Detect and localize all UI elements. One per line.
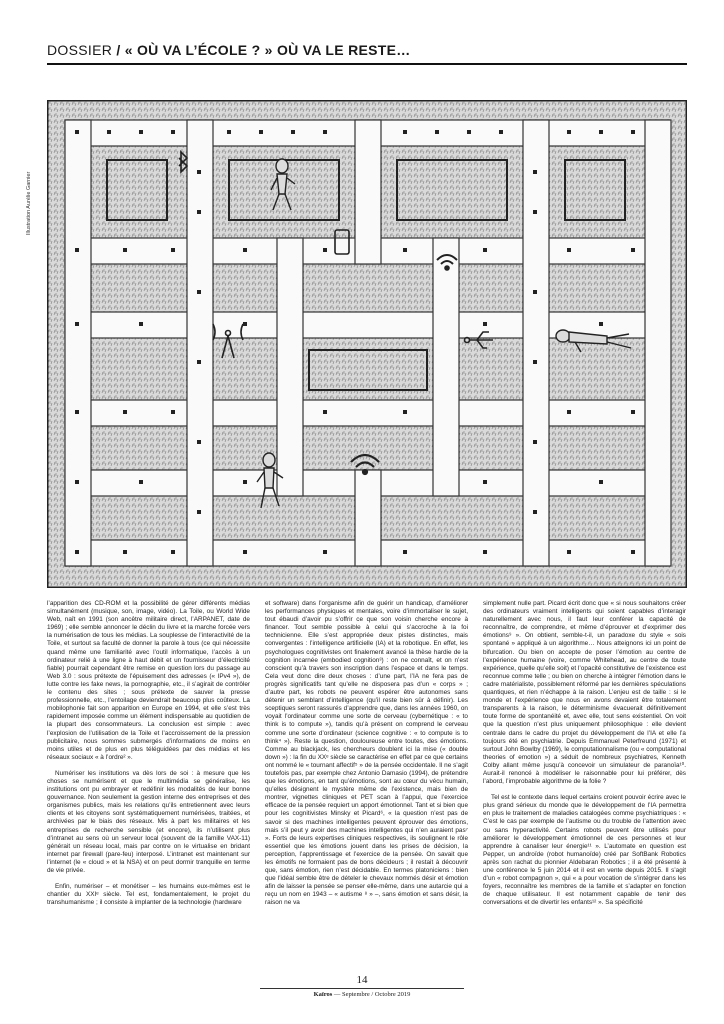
column-2 (265, 600, 468, 916)
dossier-title: « OÙ VA L’ÉCOLE ? » OÙ VA LE RESTE… (124, 42, 411, 58)
section-label: DOSSIER (47, 42, 113, 58)
paragraph: Enfin, numériser – et monétiser – les humains eux-mêmes est le chantier du XXIᵉ siècle. Tel est, fondamentalement, le projet du transhumanisme ; il consiste à implanter de la technologie (hardware (47, 883, 250, 907)
column-1 (47, 600, 250, 915)
illustration-credit: Illustration Aurélie Garnier (26, 171, 32, 235)
paragraph: Tel est le contexte dans lequel certains croient pouvoir écrire avec le plus grand sérieux du monde que le développement de l’IA permettra en plus le traitement de maladies catalogées comme psychiatriques : « C’est le cas par exemple de l’autisme ou du trouble de l’attention avec ou sans hyperactivité. Certains robots peuvent être utilisés pour améliorer le développement émotionnel de ces personnes et leur apprendre à canaliser leur énergie¹¹ ». L’automate en question est Pepper, un androïde (robot humanoïde) créé par SoftBank Robotics après son rachat du pionnier Aldebaran Robotics ; il a été présenté à une conférence le 5 juin 2014 et il est en vente depuis 2015. Il s’agit d’un « robot compagnon », qui « a pour vocation de s’intégrer dans les foyers, reconnaître les membres de la famille et s’adapter en fonction de chaque utilisateur. Il est notamment capable de tenir des conversations et de divertir les enfants¹² ». Sa spécificité (483, 794, 686, 907)
header-slash: / (112, 42, 125, 58)
paragraph: et software) dans l’organisme afin de guérir un handicap, d’améliorer les performances physiques et mentales, voire d’immortaliser le sujet, tout ébaudi d’avoir pu s’offrir ce que son voisin cherche encore à financer. Tout semble possible à celui qui s’accroche à la foi technicienne. Elle s’est appropriée deux pistes distinctes, mais convergentes : l’intelligence artificielle (IA) et la robotique. En effet, les psychologues cognitivistes ont finalement avancé la thèse hardie de la cognition incarnée (embodied cognition³) : on ne connaît, et on n’est conscient qu’à travers son inscription dans l’espace et dans le temps. Cela veut donc dire deux choses : d’une part, l’IA ne fera pas de progrès significatifs tant qu’elle ne disposera pas d’un « corps » ; d’autre part, les robots ne peuvent espérer être autonomes sans détenir un semblant d’intelligence (qu’il reste bien sûr à définir). Les sceptiques seront rassurés d’apprendre que, dans les années 1960, on voyait l’ordinateur comme une sorte de cerveau (cybernétique : « to think is to compute »), tandis qu’à présent on comprend le cerveau comme une sorte d’ordinateur (science cognitive : « to compute is to think⁴ »). Reste la question, douloureuse entre toutes, des émotions. Comme au blackjack, les chercheurs doublent ici la mise (« double down ») : la fin du XXᵉ siècle se caractérise en effet par ce que certains ont nommé le « tournant affectif⁵ » de la pensée occidentale. Il ne s’agit toutefois pas, par exemple chez Antonio Damasio (1994), de prétendre que les émotions, en tant qu’émotions, sont au cœur du vécu humain, qu’elles désignent le mystère même de l’existence, mais bien de montrer, vignettes cliniques et PET scan à l’appui, que l’exercice efficace de la pensée requiert un apport émotionnel. Tant et si bien que pour les cognitivistes Minsky et Picard⁶, « la question n’est pas de savoir si des machines intelligentes peuvent éprouver des émotions, mais s’il peut y avoir des machines intelligentes qui n’en auraient pas⁷ ». Forts de leurs expertises cliniques respectives, ils soulignent le rôle essentiel que les émotions jouent dans les prises de décision, la perception, l’apprentissage et l’exercice de la pensée. On savait que les émotifs ne formaient pas de bons décideurs ; il restait à découvrir que, sans émotion, rien n’est décidable. En termes platoniciens : bien que l’idéal semble être de dételer le chevaux nommés désir et émotion afin de laisser la pensée se penser elle-même, dans une autarcie qui a reçu un nom en 1943 – « autisme ⁸ » –, sans émotion et sans désir, la raison ne va (265, 600, 468, 907)
header-rule (47, 63, 687, 65)
issue-date: — Septembre / Octobre 2019 (333, 991, 411, 998)
footer-rule (260, 988, 464, 989)
paragraph: l’apparition des CD-ROM et la possibilité de gérer différents médias simultanément (musique, son, image, vidéo). La Toile, ou World Wide Web, naît en 1991 (son ancêtre militaire direct, l’ARPANET, date de 1969) ; elle semble annoncer le déclin du livre et la marche forcée vers la numérisation de tous les médias. La souplesse de l’interactivité de la Toile, et surtout sa faculté de donner la parole à tous (ce qui nécessite quand même une familiarité avec l’outil informatique, l’accès à un ordinateur relié à une ligne à haut débit et un fournisseur d’électricité fiable) pourrait cependant être remise en question lors du passage au Web 3.0 : sous prétexte de l’épuisement des adresses (« IPv4 »), de lutte contre les fake news, la pornographie, etc., il s’agirait de contrôler le contenu des sites ; sous prétexte de sauver la presse professionnelle, etc., l’entoilage deviendrait beaucoup plus coûteux. La mobilophonie fait son apparition en Europe en 1994, et elle s’est très rapidement imposée comme un élément indispensable au quotidien de la plupart des consommateurs. La conclusion est simple : avec l’explosion de l’utilisation de la Toile et l’accroissement de la pression publicitaire, nous sommes submergés d’informations de moins en moins utiles et de plus en plus téléguidées par des médias et les réseaux sociaux « à l’ordre² ». (47, 600, 250, 761)
journal-name: Kaïros (313, 991, 333, 998)
article-body (47, 600, 687, 962)
column-3 (483, 600, 686, 915)
paragraph: Numériser les institutions va dès lors de soi : à mesure que les choses se numérisent et que le multimédia se généralise, les institutions ont pu embrayer et redéfinir les modalités de leur bonne gouvernance. Non seulement la gestion interne des entreprises et des organismes publics, mais les relations qu’ils entretiennent avec leurs clients et les citoyens sont systématiquement numérisées, traitées, et archivées par le biais des réseaux. Mis à part les militaires et les entreprises de recherche sensible (et encore), ils n’utilisent plus d’intranet au sens où un serveur local (souvent de la famille VAX-11) générait un réseau local, mais par contre on le virtualise en bridant internet par firewall (pare-feu) interposé. L’intranet est maintenant sur l’internet (le « cloud » et la NSA) et on peut dormir tranquille en terme de vie privée. (47, 769, 250, 874)
section-header (47, 42, 687, 58)
paragraph: simplement nulle part. Picard écrit donc que « si nous souhaitons créer des ordinateurs vraiment intelligents qui soient capables d’interagir naturellement avec nous, il faut leur conférer la capacité de reconnaître, de comprendre, et même d’éprouver et d’exprimer des émotions⁹ ». On obtient, semble-t-il, un paradoxe du style « sois spontané » appliqué à un algorithme… Nous atteignons ici un point de bifurcation. Ou bien on accepte de poser l’émotion au centre de l’expérience humaine (voire, comme Whitehead, au centre de toute expérience, quelle qu’elle soit) et l’opacité constitutive de l’existence est reconnue comme telle ; ou bien on cherche à intégrer l’émotion dans le cadre matérialiste, possiblement réformé par les dernières spéculations quantiques, et rien n’échappe à la raison. L’enjeu est de taille : si le monde et l’expérience que nous en avons devaient être totalement transparents à la raison, le déterminisme évacuerait définitivement toute forme de spontanéité et, avec elle, tout sens existentiel. On voit que la question n’est plus uniquement philosophique : elle devient centrale dans le cadre du projet du développement de l’IA et elle l’a toujours été en psychiatrie. Depuis Emmanuel Peterfreund (1971) et surtout John Bowlby (1969), le computationnalisme (ou « computational theories of emotion ») a séduit de nombreux psychiatres, Kenneth Colby allant même jusqu’à concevoir un simulateur de paranoïa¹⁰. Aurait-il renoncé à modéliser le raisonnable pour lui préférer, dès l’abord, l’improbable algorithme de la folie ? (483, 600, 686, 786)
maze-illustration (47, 100, 687, 588)
footer (0, 991, 724, 998)
page-number: 14 (356, 974, 368, 986)
